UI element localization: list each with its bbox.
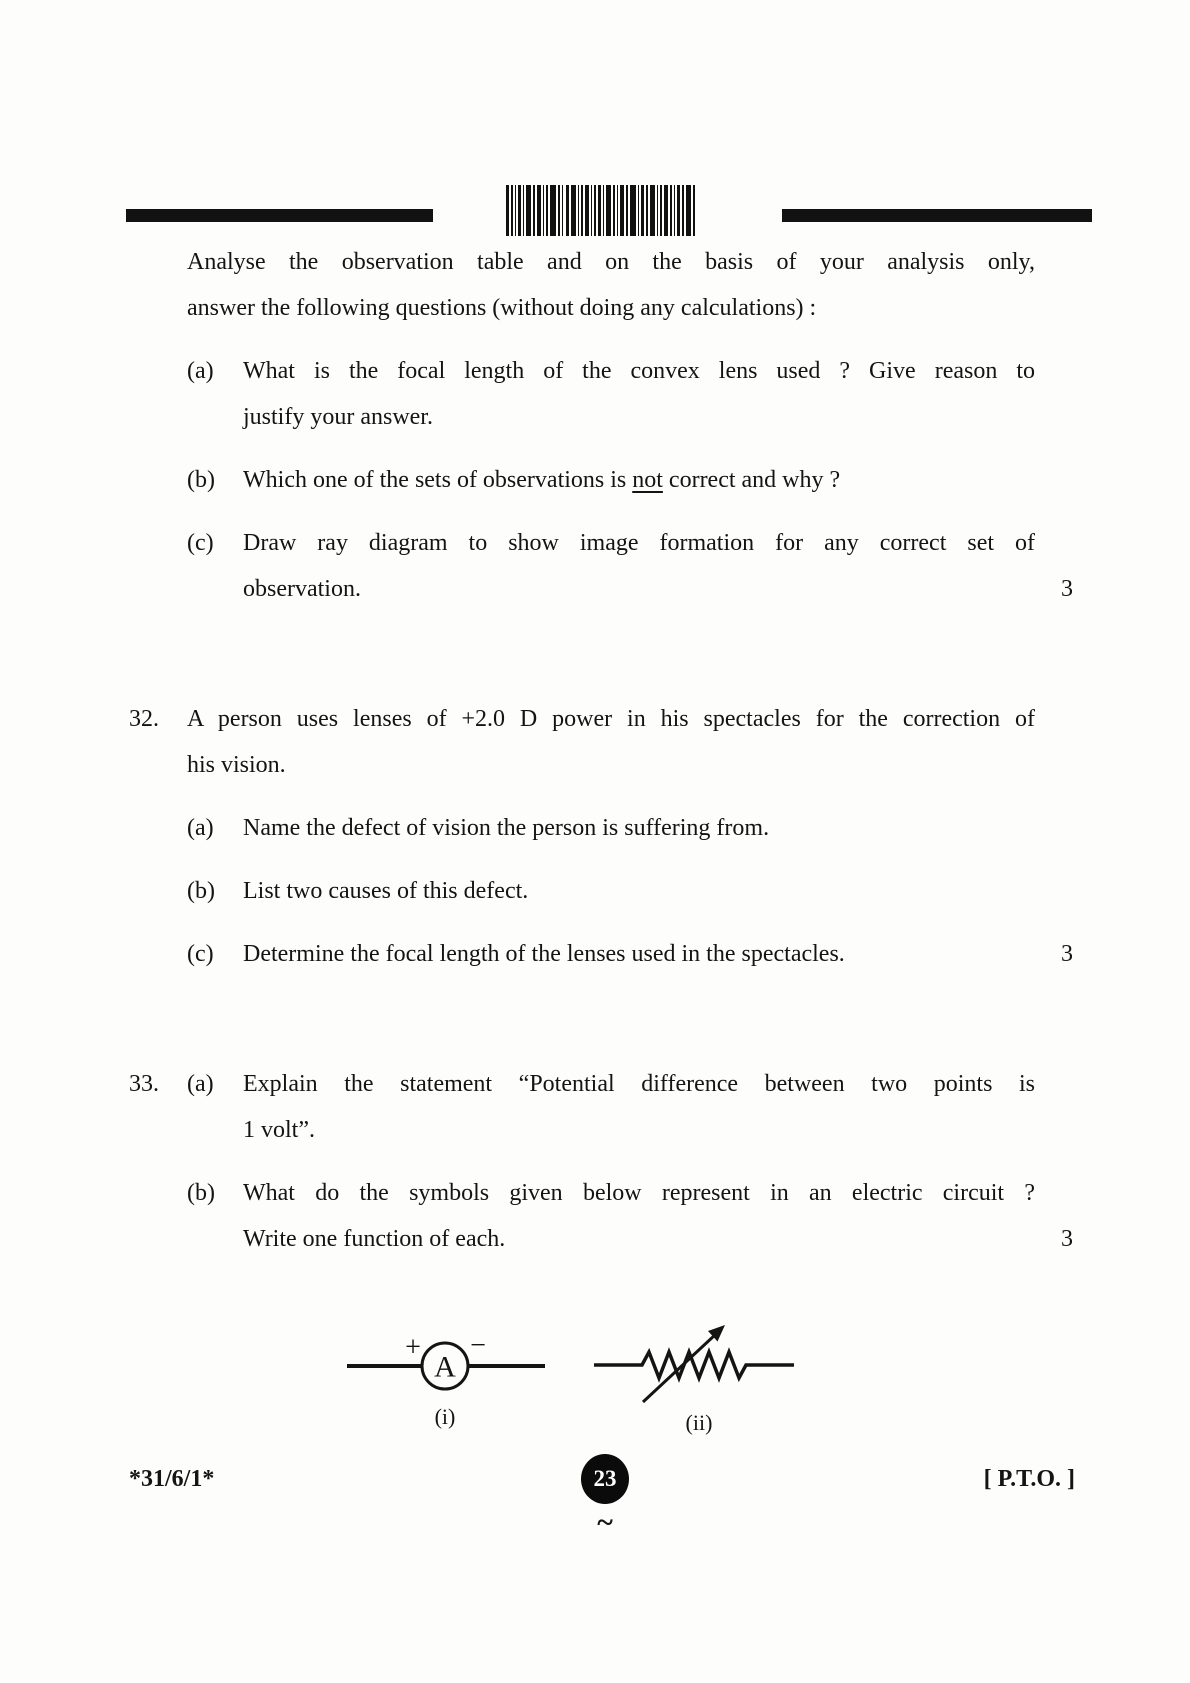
decorative-rule-left bbox=[126, 209, 433, 222]
underlined-word: not bbox=[632, 467, 663, 493]
figure-label-i: (i) bbox=[434, 1404, 456, 1429]
part-label: (a) bbox=[187, 358, 214, 384]
part-label: (c) bbox=[187, 530, 214, 556]
q32-part-b bbox=[187, 868, 1075, 914]
text-segment: Which one of the sets of observations is bbox=[243, 467, 633, 493]
paper-code: *31/6/1* bbox=[129, 1466, 215, 1492]
paragraph-line bbox=[243, 457, 1035, 503]
ammeter-icon bbox=[340, 1306, 550, 1406]
paragraph-line: What is the focal length of the convex lens used ? Give reason to bbox=[243, 358, 1035, 384]
page-number-badge bbox=[581, 1454, 629, 1504]
minus-sign: − bbox=[470, 1330, 486, 1361]
paragraph-line: observation. bbox=[243, 576, 361, 602]
intro-part-b bbox=[187, 457, 1075, 503]
marks-value: 3 bbox=[1061, 1226, 1073, 1252]
paragraph-line: Determine the focal length of the lenses used in the spectacles. bbox=[243, 941, 845, 967]
question-number: 33. bbox=[129, 1071, 159, 1097]
page-footer bbox=[129, 1452, 1075, 1572]
q32-part-c bbox=[187, 931, 1075, 977]
paragraph-line: answer the following questions (without doing any calculations) : bbox=[187, 295, 817, 321]
paragraph-line: Explain the statement “Potential difference between two points is bbox=[243, 1071, 1035, 1097]
q33-part-b bbox=[187, 1170, 1075, 1262]
ammeter-letter: A bbox=[434, 1350, 456, 1384]
question-paper-body bbox=[129, 239, 1075, 1262]
barcode bbox=[506, 185, 697, 236]
text-segment: correct and why ? bbox=[662, 467, 841, 493]
intro-paragraph bbox=[187, 239, 1035, 331]
paragraph-line: A person uses lenses of +2.0 D power in his spectacles for the correction of bbox=[187, 706, 1035, 732]
paragraph-line: Name the defect of vision the person is suffering from. bbox=[243, 815, 770, 841]
paragraph-line: What do the symbols given below represent in an electric circuit ? bbox=[243, 1180, 1035, 1206]
decorative-rule-right bbox=[782, 209, 1092, 222]
intro-part-c bbox=[187, 520, 1075, 612]
paragraph-line: Write one function of each. bbox=[243, 1226, 506, 1252]
paragraph-line: justify your answer. bbox=[243, 404, 433, 430]
paragraph-line: his vision. bbox=[187, 752, 286, 778]
rheostat-icon bbox=[594, 1287, 794, 1417]
part-label: (b) bbox=[187, 467, 215, 493]
figure-label-ii: (ii) bbox=[685, 1410, 713, 1435]
part-label: (b) bbox=[187, 878, 215, 904]
plus-sign: + bbox=[405, 1332, 421, 1363]
paragraph-line: Draw ray diagram to show image formation for any correct set of bbox=[243, 530, 1035, 556]
paragraph-line: 1 volt”. bbox=[243, 1117, 315, 1143]
marks-value: 3 bbox=[1061, 576, 1073, 602]
intro-part-a bbox=[187, 348, 1075, 440]
part-label: (a) bbox=[187, 1071, 214, 1097]
q32-part-a bbox=[187, 805, 1075, 851]
paragraph-line: Analyse the observation table and on the basis of your analysis only, bbox=[187, 249, 1035, 275]
part-label: (b) bbox=[187, 1180, 215, 1206]
marks-value: 3 bbox=[1061, 941, 1073, 967]
q33-part-a bbox=[187, 1061, 1075, 1153]
paragraph-line: List two causes of this defect. bbox=[243, 878, 529, 904]
circuit-symbols-figure bbox=[0, 1280, 1190, 1455]
question-32 bbox=[129, 696, 1075, 977]
question-number: 32. bbox=[129, 706, 159, 732]
tilde-mark: ~ bbox=[597, 1506, 613, 1539]
page-number: 23 bbox=[593, 1466, 617, 1491]
part-label: (c) bbox=[187, 941, 214, 967]
part-label: (a) bbox=[187, 815, 214, 841]
pto-label: [ P.T.O. ] bbox=[983, 1466, 1075, 1492]
question-33 bbox=[129, 1061, 1075, 1262]
